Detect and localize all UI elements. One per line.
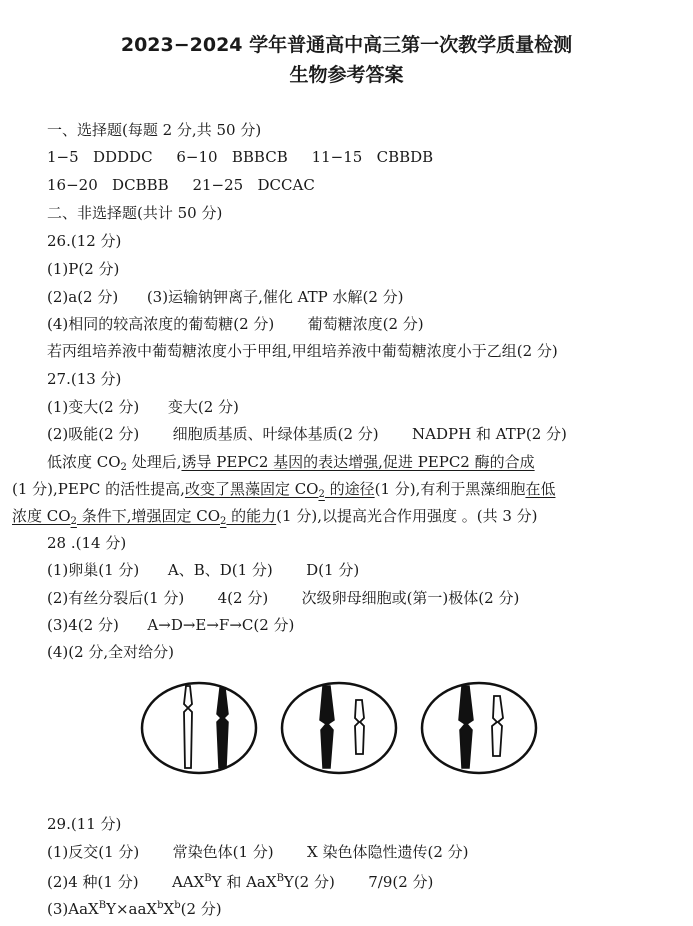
document-title: 2023−2024 学年普通高中高三第一次教学质量检测 [120, 34, 573, 56]
answer-28-1: (1)卵巢(1 分) A、B、D(1 分) D(1 分) [47, 561, 360, 579]
cell-2 [282, 683, 396, 773]
question-28-heading: 28 .(14 分) [47, 534, 127, 552]
answer-line-mc-2: 16−20 DCBBB 21−25 DCCAC [47, 176, 315, 194]
answer-29-2: (2)4 种(1 分) $AAX^BY$ 和 AaX$^B$Y(2 分) 7/9(2 分) [47, 873, 434, 891]
answer-27-2: (2)吸能(2 分) 细胞质基质、叶绿体基质(2 分) NADPH 和 ATP(2 分) [47, 425, 567, 443]
answer-29-1: (1)反交(1 分) 常染色体(1 分) X 染色体隐性遗传(2 分) [47, 843, 469, 861]
cell-1 [142, 683, 256, 773]
question-29-heading: 29.(11 分) [47, 815, 122, 833]
answer-27-3-line3: 浓度 $CO_2$ 条件下,增强固定 $CO_2$ 的能力(1 分),以提高光合作用强度 。(共 3 分) [12, 507, 538, 527]
chromosome-white [184, 686, 192, 768]
answer-26-2-3: (2)a(2 分) (3)运输钠钾离子,催化 ATP 水解(2 分) [47, 288, 404, 306]
answer-27-1: (1)变大(2 分) 变大(2 分) [47, 398, 239, 416]
answer-26-1: (1)P(2 分) [47, 260, 120, 278]
chromosome-black [459, 686, 473, 768]
answer-26-4: (4)相同的较高浓度的葡萄糖(2 分) 葡萄糖浓度(2 分) [47, 315, 424, 333]
answer-28-4: (4)(2 分,全对给分) [47, 643, 175, 661]
cell-3 [422, 683, 536, 773]
answer-27-3-line1: 低浓度 $CO_2$ 处理后,诱导 PEPC2 基因的表达增强,促进 PEPC2 酶的合成 [47, 453, 535, 473]
answer-27-3-line2: (1 分),PEPC 的活性提高,改变了黑藻固定 $CO_2$ 的途径(1 分),有利于黑藻细胞在低 [12, 480, 556, 500]
chromosome-white [492, 696, 503, 756]
question-26-heading: 26.(12 分) [47, 232, 122, 250]
chromosome-black [217, 688, 228, 768]
document-subtitle: 生物参考答案 [289, 64, 404, 86]
answer-line-mc-1: 1−5 DDDDC 6−10 BBBCB 11−15 CBBDB [47, 148, 434, 166]
chromosome-diagram [140, 678, 540, 778]
question-27-heading: 27.(13 分) [47, 370, 122, 388]
answer-28-3: (3)4(2 分) A→D→E→F→C(2 分) [47, 616, 295, 634]
chromosome-black [320, 686, 334, 768]
section-heading-nonchoice: 二、非选择题(共计 50 分) [47, 204, 223, 222]
answer-29-3: $(3)AaX^BY\times aaX^bX^b(2$ 分) [47, 900, 222, 918]
chromosome-white [355, 700, 364, 754]
answer-28-2: (2)有丝分裂后(1 分) 4(2 分) 次级卵母细胞或(第一)极体(2 分) [47, 589, 520, 607]
section-heading-choice: 一、选择题(每题 2 分,共 50 分) [47, 121, 262, 139]
answer-26-conclusion: 若丙组培养液中葡萄糖浓度小于甲组,甲组培养液中葡萄糖浓度小于乙组(2 分) [47, 342, 558, 360]
